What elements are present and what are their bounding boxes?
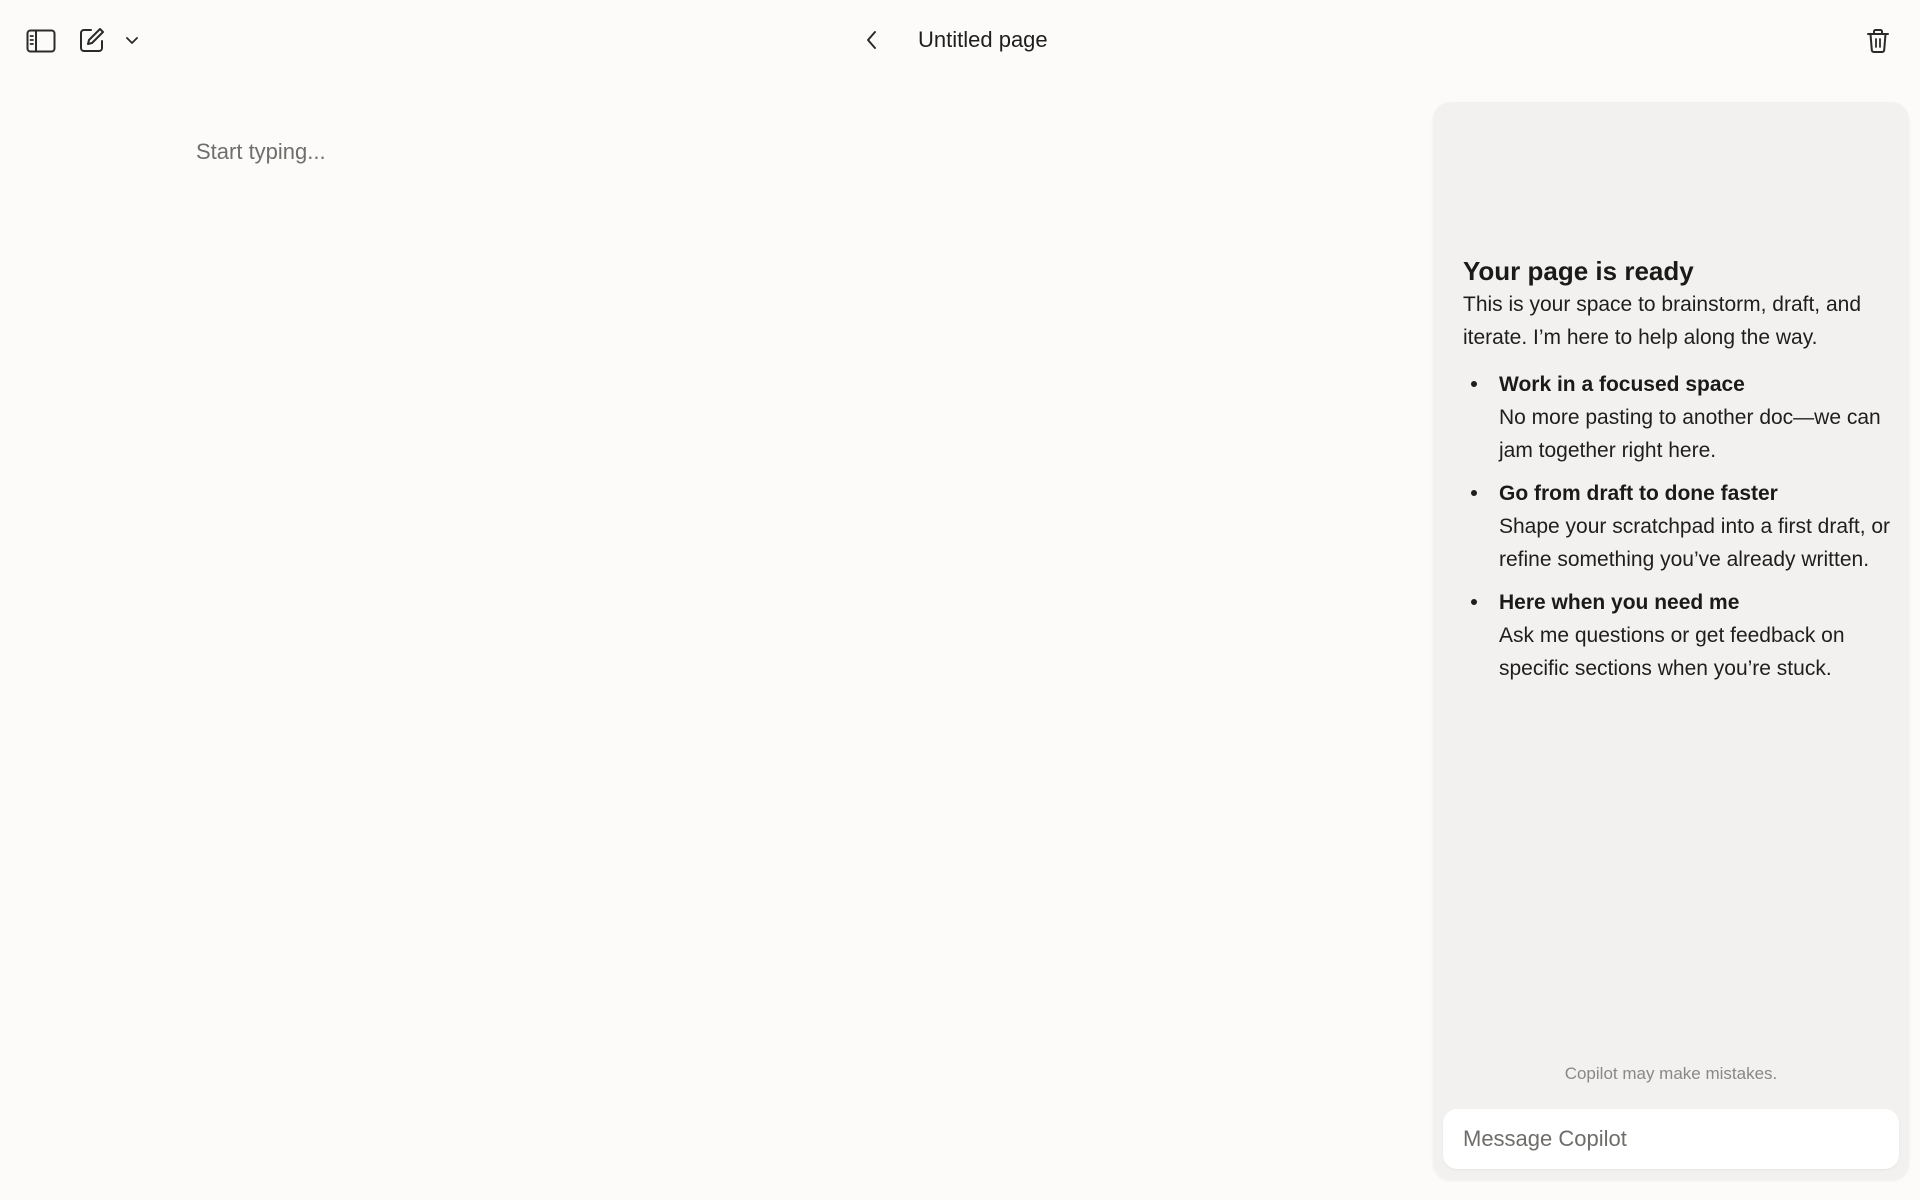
feature-title: Work in a focused space <box>1499 373 1745 396</box>
feature-list <box>1463 368 1893 685</box>
feature-description: Ask me questions or get feedback on specific sections when you’re stuck. <box>1499 624 1845 680</box>
feature-item <box>1463 586 1893 685</box>
new-page-dropdown-button[interactable] <box>120 28 144 52</box>
bullet-icon <box>1471 381 1477 387</box>
chevron-down-icon <box>124 32 140 48</box>
feature-description: No more pasting to another doc—we can jam together right here. <box>1499 406 1881 462</box>
sidebar-toggle-button[interactable] <box>22 24 60 58</box>
bullet-icon <box>1471 599 1477 605</box>
feature-title: Here when you need me <box>1499 591 1740 614</box>
back-button[interactable] <box>858 24 886 56</box>
new-page-button[interactable] <box>74 22 110 58</box>
page-title[interactable]: Untitled page <box>918 27 1048 52</box>
feature-title: Go from draft to done faster <box>1499 482 1778 505</box>
copilot-disclaimer: Copilot may make mistakes. <box>1564 1064 1778 1083</box>
message-input[interactable] <box>1443 1109 1899 1169</box>
bullet-icon <box>1471 490 1477 496</box>
delete-page-button[interactable] <box>1862 24 1894 58</box>
top-toolbar <box>0 0 1920 80</box>
page-editor <box>0 80 1420 1200</box>
feature-item <box>1463 368 1893 467</box>
message-composer <box>1443 1109 1899 1169</box>
copilot-panel <box>1433 102 1909 1180</box>
editor-input[interactable] <box>194 132 1294 172</box>
chevron-left-icon <box>864 29 880 51</box>
sidebar-toggle-icon <box>26 29 56 53</box>
compose-icon <box>78 26 106 54</box>
feature-item <box>1463 477 1893 576</box>
copilot-welcome <box>1463 254 1893 695</box>
welcome-intro: This is your space to brainstorm, draft, and iterate. I’m here to help along the way. <box>1463 293 1862 349</box>
trash-icon <box>1866 28 1890 54</box>
welcome-heading: Your page is ready <box>1463 256 1694 286</box>
feature-description: Shape your scratchpad into a first draft, or refine something you’ve already written. <box>1499 515 1891 571</box>
